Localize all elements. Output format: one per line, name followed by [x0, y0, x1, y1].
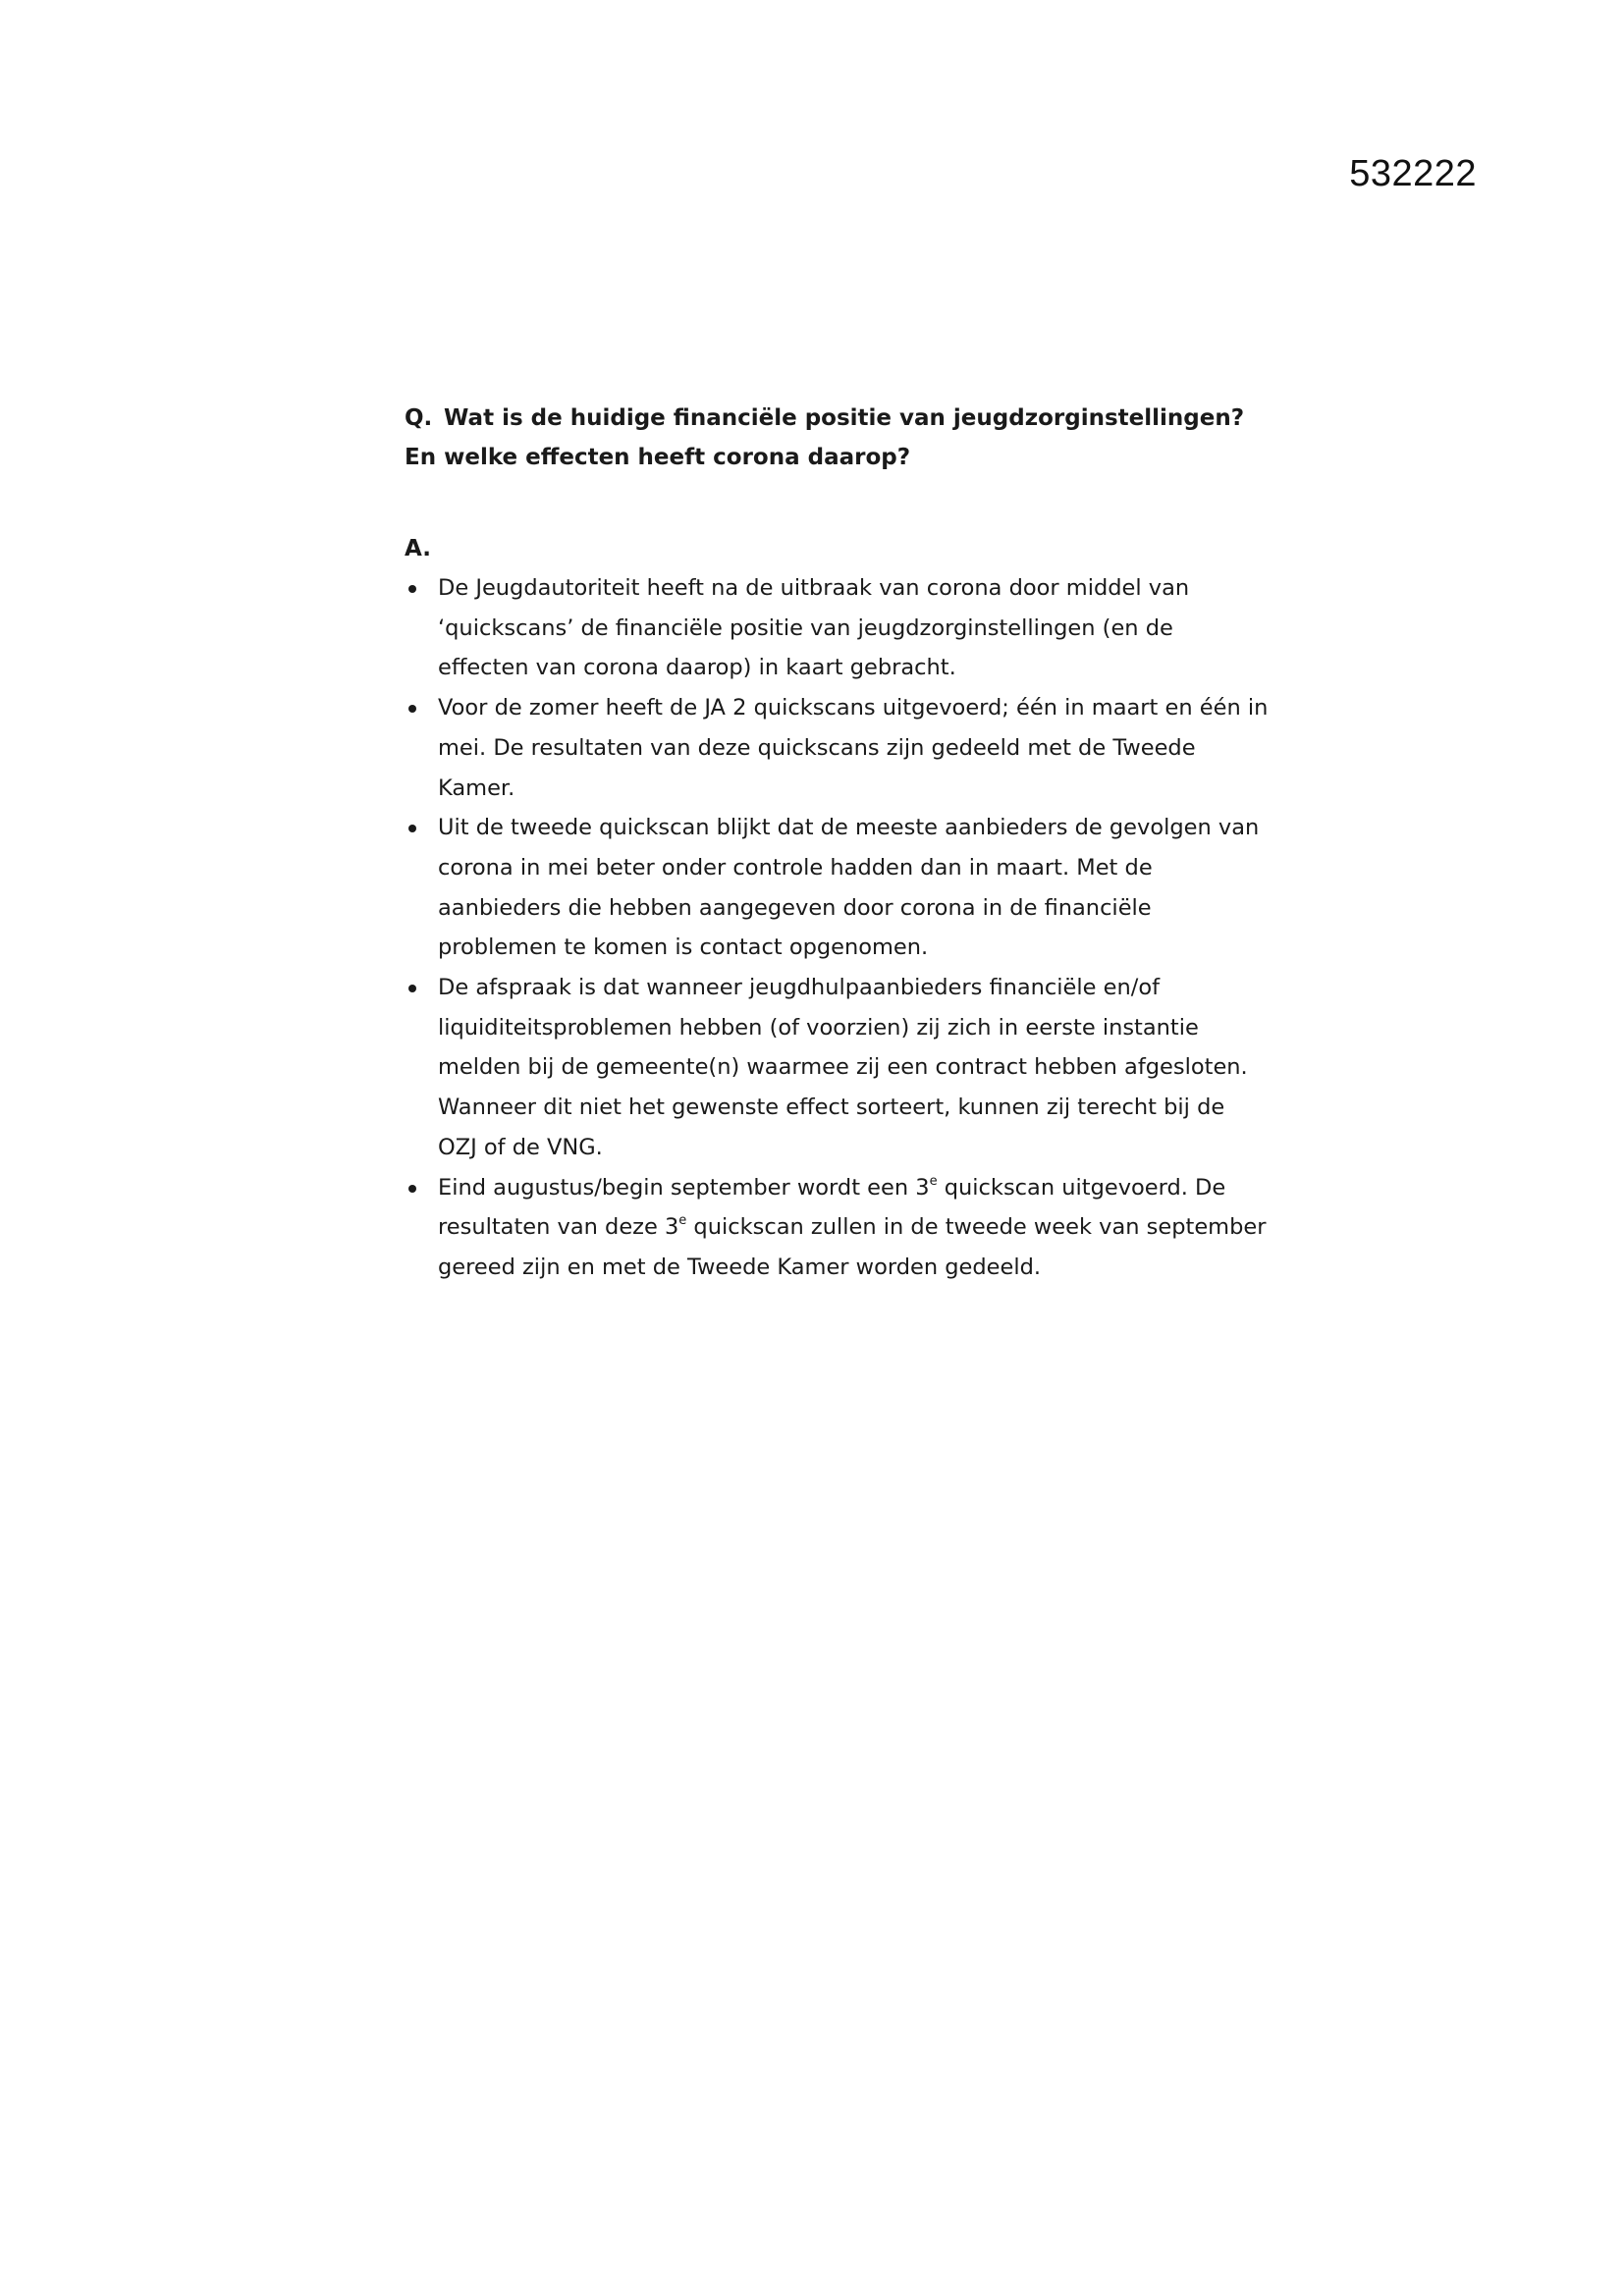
ordinal-superscript: e [678, 1213, 687, 1229]
answer-bullet-4: De afspraak is dat wanneer jeugdhulpaanbieders financiële en/of liquiditeitsproblemen hebben (of voorzien) zij zich in eerste instantie melden bij de gemeente(n) waarmee zij een contract hebben afgesloten. Wanneer dit niet het gewenste effect sorteert, kunnen zij terecht bij de OZJ of de VNG. [405, 968, 1269, 1168]
qa-section [405, 399, 1269, 1288]
answer-bullet-list [405, 568, 1269, 1288]
answer-bullet-3: Uit de tweede quickscan blijkt dat de meeste aanbieders de gevolgen van corona in mei beter onder controle hadden dan in maart. Met de aanbieders die hebben aangegeven door corona in de financiële problemen te komen is contact opgenomen. [405, 808, 1269, 968]
answer-bullet-5 [405, 1168, 1269, 1288]
answer-bullet-2: Voor de zomer heeft de JA 2 quickscans uitgevoerd; één in maart en één in mei. De resultaten van deze quickscans zijn gedeeld met de Tweede Kamer. [405, 688, 1269, 808]
ordinal-superscript: e [929, 1173, 938, 1189]
question-line-1: Wat is de huidige financiële positie van jeugdzorginstellingen? [444, 405, 1245, 431]
bullet-5-part-2: quickscan uitgevoerd. De resultaten van deze 3 [438, 1174, 1226, 1241]
answer-label: A. [405, 536, 431, 561]
question-line-2: En welke effecten heeft corona daarop? [405, 445, 911, 470]
question-heading [405, 399, 1269, 477]
question-prefix: Q. [405, 405, 433, 431]
bullet-5-part-3: quickscan zullen in de tweede week van september gereed zijn en met de Tweede Kamer worden gedeeld. [438, 1214, 1267, 1280]
bullet-5-part-1: Eind augustus/begin september wordt een 3 [438, 1174, 930, 1201]
answer-bullet-1: De Jeugdautoriteit heeft na de uitbraak van corona door middel van ‘quickscans’ de financiële positie van jeugdzorginstellingen (en de effecten van corona daarop) in kaart gebracht. [405, 568, 1269, 688]
document-number: 532222 [1349, 153, 1477, 194]
